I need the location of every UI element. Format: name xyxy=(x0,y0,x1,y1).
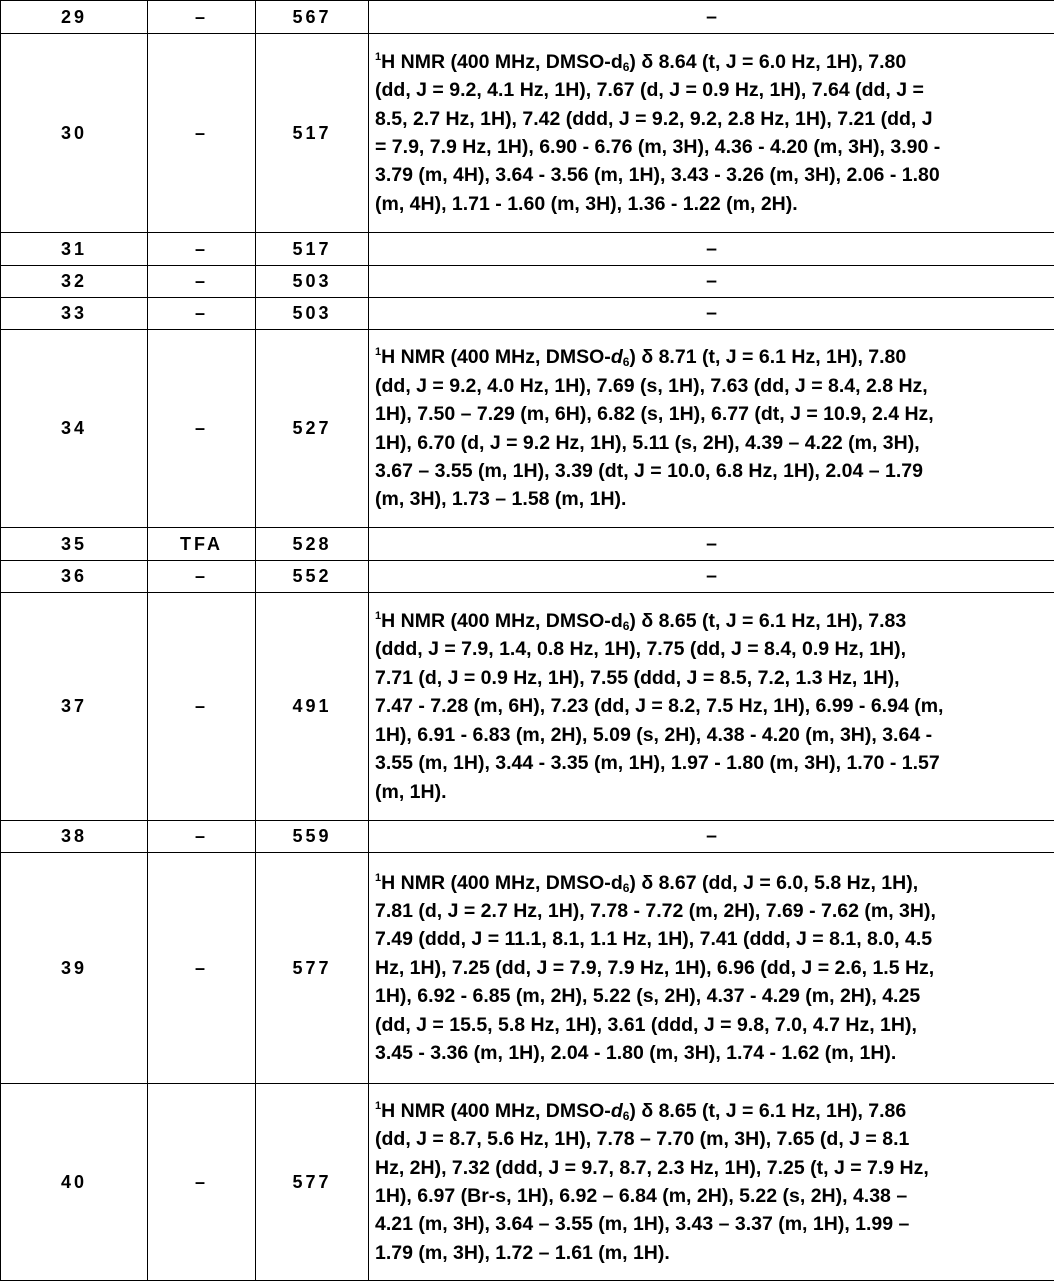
salt-cell: – xyxy=(148,821,256,853)
nmr-line: 3.79 (m, 4H), 3.64 - 3.56 (m, 1H), 3.43 - 3.26 (m, 3H), 2.06 - 1.80 xyxy=(375,161,1054,189)
nmr-cell xyxy=(369,593,1054,821)
nmr-line: 1H), 6.97 (Br-s, 1H), 6.92 – 6.84 (m, 2H), 5.22 (s, 2H), 4.38 – xyxy=(375,1182,1054,1210)
table-row xyxy=(1,593,1054,821)
compound-number-cell: 38 xyxy=(1,821,148,853)
isotope-superscript: 1 xyxy=(375,872,381,884)
deuterium-subscript: 6 xyxy=(623,881,630,895)
nmr-line: 1H), 6.92 - 6.85 (m, 2H), 5.22 (s, 2H), 4.37 - 4.29 (m, 2H), 4.25 xyxy=(375,982,1054,1010)
table-row xyxy=(1,1084,1054,1281)
nmr-line: 3.45 - 3.36 (m, 1H), 2.04 - 1.80 (m, 3H), 1.74 - 1.62 (m, 1H). xyxy=(375,1039,1054,1067)
nmr-prefix: H NMR (400 MHz, DMSO- xyxy=(381,51,611,73)
nmr-line: (dd, J = 8.7, 5.6 Hz, 1H), 7.78 – 7.70 (m, 3H), 7.65 (d, J = 8.1 xyxy=(375,1125,1054,1153)
salt-cell: TFA xyxy=(148,528,256,561)
nmr-line: 1.79 (m, 3H), 1.72 – 1.61 (m, 1H). xyxy=(375,1239,1054,1267)
table-row xyxy=(1,561,1054,593)
table-row xyxy=(1,34,1054,233)
table-row xyxy=(1,298,1054,330)
mass-cell: 567 xyxy=(256,1,369,34)
salt-cell: – xyxy=(148,266,256,298)
nmr-cell: – xyxy=(369,298,1054,330)
nmr-line: 1H), 6.70 (d, J = 9.2 Hz, 1H), 5.11 (s, 2H), 4.39 – 4.22 (m, 3H), xyxy=(375,429,1054,457)
compound-number-cell: 39 xyxy=(1,853,148,1084)
nmr-cell xyxy=(369,1084,1054,1281)
isotope-superscript: 1 xyxy=(375,346,381,358)
mass-cell: 552 xyxy=(256,561,369,593)
mass-cell: 527 xyxy=(256,330,369,528)
nmr-line: (dd, J = 15.5, 5.8 Hz, 1H), 3.61 (ddd, J = 9.8, 7.0, 4.7 Hz, 1H), xyxy=(375,1011,1054,1039)
nmr-cell xyxy=(369,330,1054,528)
isotope-superscript: 1 xyxy=(375,610,381,622)
nmr-prefix: H NMR (400 MHz, DMSO- xyxy=(381,346,611,368)
nmr-line: (m, 4H), 1.71 - 1.60 (m, 3H), 1.36 - 1.22 (m, 2H). xyxy=(375,190,1054,218)
salt-cell: – xyxy=(148,330,256,528)
compound-number-cell: 32 xyxy=(1,266,148,298)
compound-number-cell: 40 xyxy=(1,1084,148,1281)
nmr-line xyxy=(375,607,1054,635)
nmr-line xyxy=(375,48,1054,76)
deuterium-label: d xyxy=(611,346,623,368)
deuterium-subscript: 6 xyxy=(623,619,630,633)
deuterium-subscript: 6 xyxy=(623,355,630,369)
nmr-line: 3.67 – 3.55 (m, 1H), 3.39 (dt, J = 10.0, 6.8 Hz, 1H), 2.04 – 1.79 xyxy=(375,457,1054,485)
salt-cell: – xyxy=(148,233,256,266)
table-row xyxy=(1,330,1054,528)
nmr-cell xyxy=(369,34,1054,233)
salt-cell: – xyxy=(148,561,256,593)
nmr-cell: – xyxy=(369,528,1054,561)
nmr-cell: – xyxy=(369,821,1054,853)
nmr-line: Hz, 1H), 7.25 (dd, J = 7.9, 7.9 Hz, 1H), 6.96 (dd, J = 2.6, 1.5 Hz, xyxy=(375,954,1054,982)
table-row xyxy=(1,1,1054,34)
compound-number-cell: 36 xyxy=(1,561,148,593)
salt-cell: – xyxy=(148,1,256,34)
mass-cell: 503 xyxy=(256,266,369,298)
table-row xyxy=(1,821,1054,853)
nmr-prefix: H NMR (400 MHz, DMSO- xyxy=(381,610,611,632)
nmr-text: δ 8.71 (t, J = 6.1 Hz, 1H), 7.80 xyxy=(636,346,906,368)
nmr-text: δ 8.65 (t, J = 6.1 Hz, 1H), 7.83 xyxy=(636,610,906,632)
salt-cell: – xyxy=(148,298,256,330)
table-row xyxy=(1,266,1054,298)
nmr-cell: – xyxy=(369,233,1054,266)
nmr-line: 7.49 (ddd, J = 11.1, 8.1, 1.1 Hz, 1H), 7.41 (ddd, J = 8.1, 8.0, 4.5 xyxy=(375,925,1054,953)
mass-cell: 517 xyxy=(256,233,369,266)
deuterium-label: d xyxy=(611,610,623,632)
table-row xyxy=(1,528,1054,561)
nmr-text: δ 8.67 (dd, J = 6.0, 5.8 Hz, 1H), xyxy=(636,872,918,894)
compound-number-cell: 37 xyxy=(1,593,148,821)
isotope-superscript: 1 xyxy=(375,51,381,63)
deuterium-subscript: 6 xyxy=(623,1109,630,1123)
nmr-prefix-close: ) xyxy=(629,346,636,368)
nmr-prefix-close: ) xyxy=(629,872,636,894)
nmr-prefix-close: ) xyxy=(629,51,636,73)
nmr-line xyxy=(375,343,1054,371)
deuterium-label: d xyxy=(611,872,623,894)
nmr-line: (ddd, J = 7.9, 1.4, 0.8 Hz, 1H), 7.75 (dd, J = 8.4, 0.9 Hz, 1H), xyxy=(375,635,1054,663)
table-row xyxy=(1,233,1054,266)
nmr-prefix: H NMR (400 MHz, DMSO- xyxy=(381,1100,611,1122)
compound-data-table xyxy=(0,0,1054,1281)
nmr-cell: – xyxy=(369,561,1054,593)
nmr-cell: – xyxy=(369,1,1054,34)
nmr-line: 8.5, 2.7 Hz, 1H), 7.42 (ddd, J = 9.2, 9.2, 2.8 Hz, 1H), 7.21 (dd, J xyxy=(375,105,1054,133)
nmr-line: (dd, J = 9.2, 4.1 Hz, 1H), 7.67 (d, J = 0.9 Hz, 1H), 7.64 (dd, J = xyxy=(375,76,1054,104)
mass-cell: 577 xyxy=(256,1084,369,1281)
nmr-line: 1H), 6.91 - 6.83 (m, 2H), 5.09 (s, 2H), 4.38 - 4.20 (m, 3H), 3.64 - xyxy=(375,721,1054,749)
nmr-line: 1H), 7.50 – 7.29 (m, 6H), 6.82 (s, 1H), 6.77 (dt, J = 10.9, 2.4 Hz, xyxy=(375,400,1054,428)
nmr-line: (dd, J = 9.2, 4.0 Hz, 1H), 7.69 (s, 1H), 7.63 (dd, J = 8.4, 2.8 Hz, xyxy=(375,372,1054,400)
nmr-prefix-close: ) xyxy=(629,610,636,632)
mass-cell: 503 xyxy=(256,298,369,330)
nmr-line: 7.47 - 7.28 (m, 6H), 7.23 (dd, J = 8.2, 7.5 Hz, 1H), 6.99 - 6.94 (m, xyxy=(375,692,1054,720)
compound-number-cell: 33 xyxy=(1,298,148,330)
mass-cell: 491 xyxy=(256,593,369,821)
nmr-text: δ 8.65 (t, J = 6.1 Hz, 1H), 7.86 xyxy=(636,1100,906,1122)
deuterium-subscript: 6 xyxy=(623,60,630,74)
nmr-prefix-close: ) xyxy=(629,1100,636,1122)
nmr-line xyxy=(375,869,1054,897)
nmr-text: δ 8.64 (t, J = 6.0 Hz, 1H), 7.80 xyxy=(636,51,906,73)
mass-cell: 559 xyxy=(256,821,369,853)
table-body xyxy=(1,1,1054,1281)
table-row xyxy=(1,853,1054,1084)
salt-cell: – xyxy=(148,853,256,1084)
compound-number-cell: 30 xyxy=(1,34,148,233)
mass-cell: 577 xyxy=(256,853,369,1084)
isotope-superscript: 1 xyxy=(375,1100,381,1112)
nmr-line: 7.81 (d, J = 2.7 Hz, 1H), 7.78 - 7.72 (m, 2H), 7.69 - 7.62 (m, 3H), xyxy=(375,897,1054,925)
nmr-line: 4.21 (m, 3H), 3.64 – 3.55 (m, 1H), 3.43 – 3.37 (m, 1H), 1.99 – xyxy=(375,1210,1054,1238)
salt-cell: – xyxy=(148,593,256,821)
compound-number-cell: 29 xyxy=(1,1,148,34)
salt-cell: – xyxy=(148,1084,256,1281)
nmr-prefix: H NMR (400 MHz, DMSO- xyxy=(381,872,611,894)
mass-cell: 528 xyxy=(256,528,369,561)
nmr-line: Hz, 2H), 7.32 (ddd, J = 9.7, 8.7, 2.3 Hz, 1H), 7.25 (t, J = 7.9 Hz, xyxy=(375,1154,1054,1182)
compound-number-cell: 35 xyxy=(1,528,148,561)
nmr-line: 3.55 (m, 1H), 3.44 - 3.35 (m, 1H), 1.97 - 1.80 (m, 3H), 1.70 - 1.57 xyxy=(375,749,1054,777)
deuterium-label: d xyxy=(611,51,623,73)
deuterium-label: d xyxy=(611,1100,623,1122)
salt-cell: – xyxy=(148,34,256,233)
compound-number-cell: 31 xyxy=(1,233,148,266)
nmr-line: = 7.9, 7.9 Hz, 1H), 6.90 - 6.76 (m, 3H), 4.36 - 4.20 (m, 3H), 3.90 - xyxy=(375,133,1054,161)
nmr-cell: – xyxy=(369,266,1054,298)
mass-cell: 517 xyxy=(256,34,369,233)
nmr-line: (m, 3H), 1.73 – 1.58 (m, 1H). xyxy=(375,485,1054,513)
compound-number-cell: 34 xyxy=(1,330,148,528)
nmr-cell xyxy=(369,853,1054,1084)
nmr-line: (m, 1H). xyxy=(375,778,1054,806)
nmr-line xyxy=(375,1097,1054,1125)
nmr-line: 7.71 (d, J = 0.9 Hz, 1H), 7.55 (ddd, J = 8.5, 7.2, 1.3 Hz, 1H), xyxy=(375,664,1054,692)
